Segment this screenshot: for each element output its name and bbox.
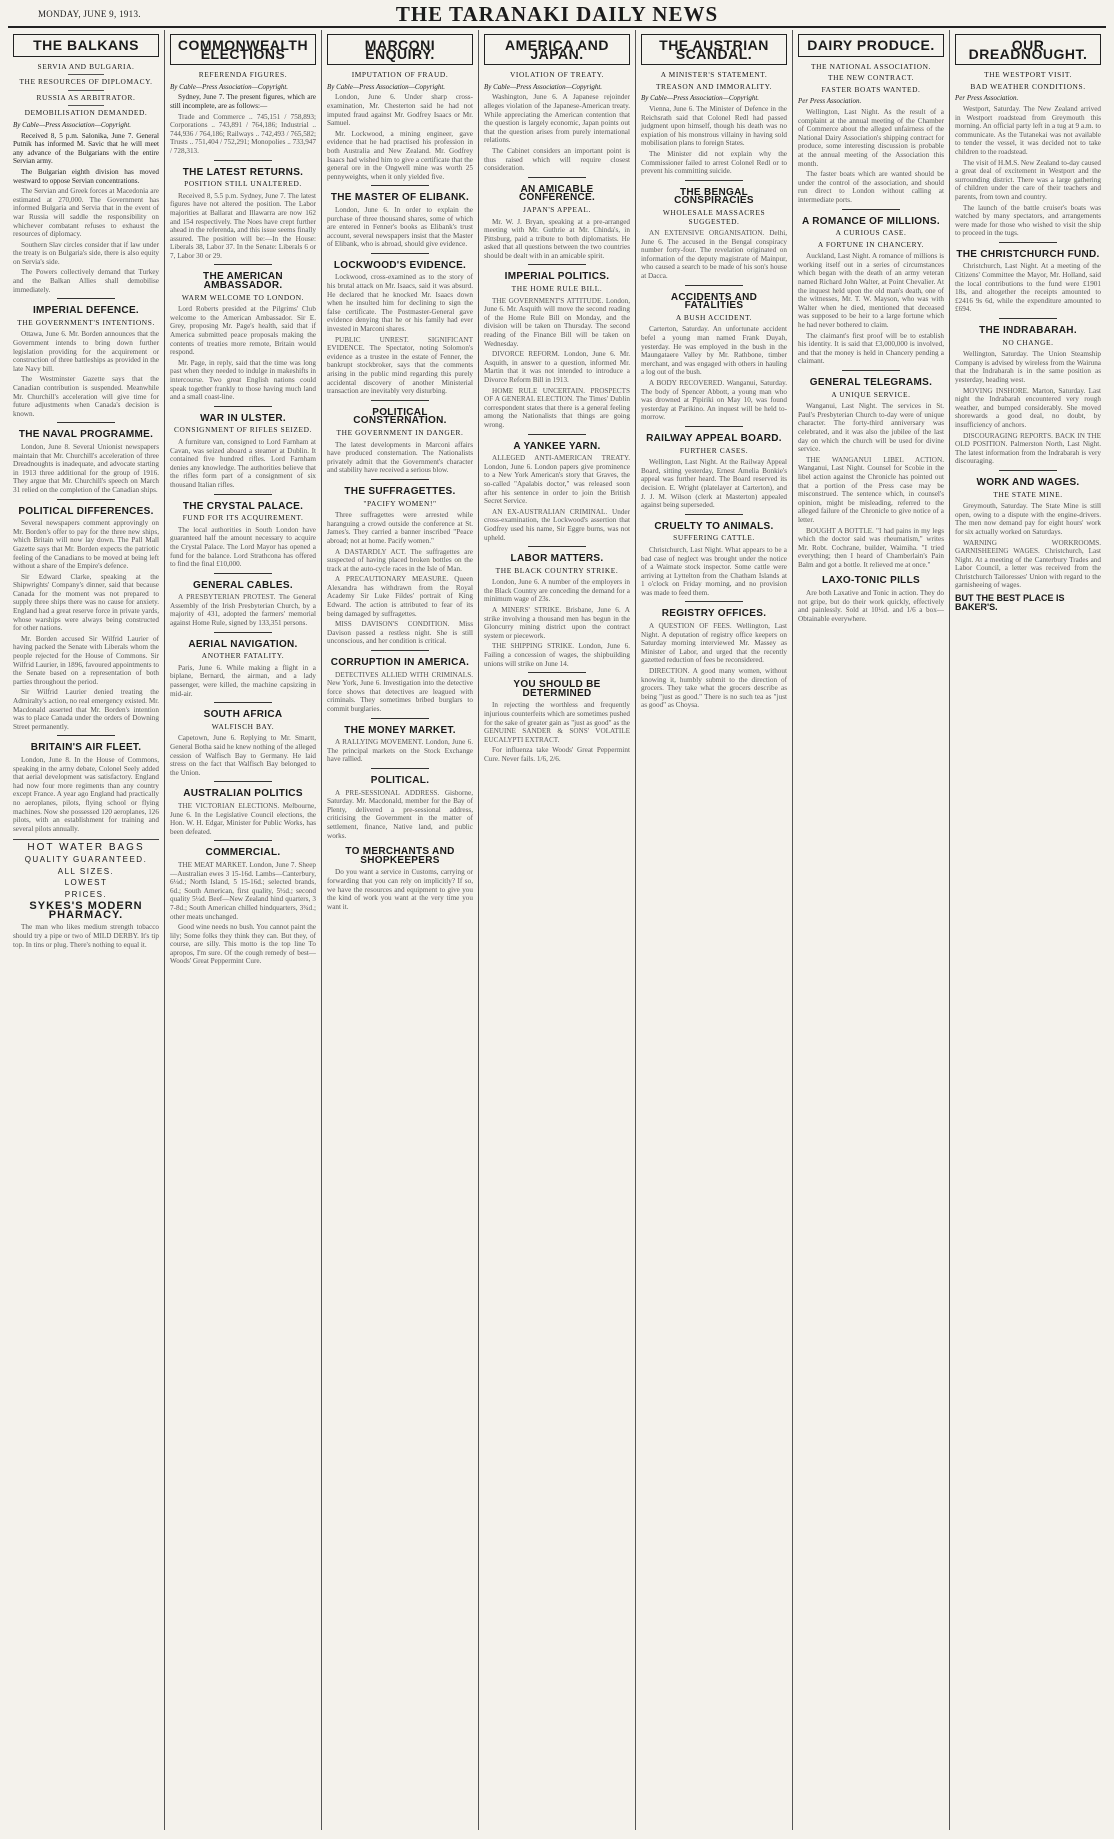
subhead: A BUSH ACCIDENT. — [675, 312, 753, 322]
section-heading: REGISTRY OFFICES. — [661, 608, 767, 620]
section-heading: A YANKEE YARN. — [513, 440, 601, 452]
section-heading: AUSTRALIAN POLITICS — [183, 788, 303, 800]
column-5: THE AUSTRIAN SCANDAL. A MINISTER'S STATEMENT. TREASON AND IMMORALITY. By Cable—Press Association—Copyright. Vienna, June 6. The Minister of Defence in the Reichsrath said that Colonel Redl had passed judgment upon himself, though his death was no expiation of his monstrous villainy in having sold mobilisation plans to foreign States. The Minister did not explain why the Commissioner failed to arrest Colonel Redl or to prevent his committing suicide. THE BENGAL CONSPIRACIES WHOLESALE MASSACRES SUGGESTED. AN EXTENSIVE ORGANISATION. Delhi, June 6. The accused in the Bengal conspiracy number forty-four. The revelation originated on information of the deputy magistrate of Mainpur, who caused a search to be made of his son's house at Dacca. ACCIDENTS AND FATALITIES A BUSH ACCIDENT. Carterton, Saturday. An unfortunate accident befel a young man named Frank Duyah, yesterday. He was employed in the bush in the Maungataere Valley by Mr. Rathbone, timber merchant, and was engaged with others in hauling a log out of the bush. A BODY RECOVERED. Wanganui, Saturday. The body of Spencer Abbott, a young man who was drowned at Pipiriki on May 10, was found yesterday at Parikino. An inquest will be held to-morrow. RAILWAY APPEAL BOARD. FURTHER CASES. Wellington, Last Night. At the Railway Appeal Board, sitting yesterday, Ernest Amelia Bonkie's appeal was further heard. The Board reserved its decision. E. Wright (platelayer at Carterton), and J. J. M. Wilson (clerk at Masterton) appealed against being superseded. CRUELTY TO ANIMALS. SUFFERING CATTLE. Christchurch, Last Night. What appears to be a bad case of neglect was brought under the notice of a Waimate stock inspector. Some cattle were arriving at Lyttelton from the Chatham Islands at 1 o'clock on Friday morning, and no provision was made to feed them. REGISTRY OFFICES. A QUESTION OF FEES. Wellington, Last Night. A deputation of registry office keepers on Saturday morning interviewed Mr. Massey as Minister of Labor, and urged that the recently gazetted reduction of fees be reconsidered. DIRECTION. A good many women, without knowing it, humbly submit to the direction of grocers. They take what the grocers describe as being "just as good." There is no such tea as "just as good" as Choysa. — [636, 30, 793, 1830]
subhead: TREASON AND IMMORALITY. — [655, 81, 773, 91]
section-heading: IMPERIAL POLITICS. — [504, 271, 610, 283]
subhead: REFERENDA FIGURES. — [198, 70, 288, 80]
column-2: COMMONWEALTH ELECTIONS REFERENDA FIGURES. By Cable—Press Association—Copyright. Sydney, June 7. The present figures, which are still incomplete, are as follows:— Trade and Commerce .. 745,151 / 758,893; Corporations .. 743,891 / 764,186; Industrial .. 744,936 / 764,186; Railways .. 742,493 / 765,582; Trusts .. 751,404 / 752,291; Monopolies .. 733,947 / 728,313. THE LATEST RETURNS. POSITION STILL UNALTERED. Received 8, 5.5 p.m. Sydney, June 7. The latest figures have not altered the position. The Labor majorities at Ballarat and Illawarra are now 162 and 154 respectively. The Noes have crept further ahead in the referenda, and this issue seems finally assured. The position will be:—In the House: Liberals 38, Labor 37. In the Senate: Liberals 6 or 7, Labor 30 or 29. THE AMERICAN AMBASSADOR. WARM WELCOME TO LONDON. Lord Roberts presided at the Pilgrims' Club welcome to the American Ambassador. Sir E. Grey, proposing Mr. Page's health, said that if America submitted peace proposals making the contents of treaties more remote, Britain would respond. Mr. Page, in reply, said that the time was long past when they needed to indulge in makeshifts in intercourse. Two great English nations could speak together frankly to those having much land and a small coast-line. WAR IN ULSTER. CONSIGNMENT OF RIFLES SEIZED. A furniture van, consigned to Lord Farnham at Cavan, was seized aboard a steamer at Dublin. It contained five hundred rifles. Lord Farnham denies any knowledge. The authorities believe that the rifles form part of a consignment of six thousand Italian rifles. THE CRYSTAL PALACE. FUND FOR ITS ACQUIREMENT. The local authorities in South London have guaranteed half the amount necessary to acquire the Crystal Palace. The Lord Mayor has opened a fund for the balance. Lord Strathcona has offered to find the final £10,000. GENERAL CABLES. A PRESBYTERIAN PROTEST. The General Assembly of the Irish Presbyterian Church, by a majority of 431, adopted the farmers' memorial against Home Rule, signed by 133,351 persons. AERIAL NAVIGATION. ANOTHER FATALITY. Paris, June 6. While making a flight in a biplane, Bernard, the airman, and a lady passenger, were killed, the machine capsizing in mid-air. SOUTH AFRICA WALFISCH BAY. Capetown, June 6. Replying to Mr. Smartt, General Botha said he knew nothing of the alleged cession of Walfisch Bay to Germany. He laid stress on the fact that Walfisch Bay belonged to the Union. AUSTRALIAN POLITICS THE VICTORIAN ELECTIONS. Melbourne, June 6. In the Legislative Council elections, the Hon. W. H. Edgar, Minister for Public Works, has been defeated. COMMERCIAL. THE MEAT MARKET. London, June 7. Sheep—Australian ewes 3 15-16d. Lambs—Canterbury, 6¼d.; North Island, 5 15-16d.; selected brands, 6d.; South American, first quality, 5½d.; second quality 5¼d. Beef—New Zealand hind quarters, 3 7-8d.; South American chilled hindquarters, 3¾d.; other meats unchanged. Good wine needs no bush. You cannot paint the lily; Some folks they think they can. But they, of course, are silly. This motto is the top line To apropos, I'm sure. Of the cough remedy of best— Woods' Great Peppermint Cure. — [165, 30, 322, 1830]
section-heading: RAILWAY APPEAL BOARD. — [646, 432, 782, 444]
section-heading: LABOR MATTERS. — [510, 553, 604, 565]
issue-date: MONDAY, JUNE 9, 1913. — [38, 9, 141, 19]
subhead: SERVIA AND BULGARIA. — [37, 61, 135, 71]
ad-line: HOT WATER BAGS — [27, 842, 145, 854]
section-heading: THE MONEY MARKET. — [344, 724, 456, 736]
section-heading: THE MASTER OF ELIBANK. — [330, 192, 470, 204]
subhead: A MINISTER'S STATEMENT. — [660, 70, 768, 80]
subhead: POSITION STILL UNALTERED. — [184, 179, 302, 189]
column-4: AMERICA AND JAPAN. VIOLATION OF TREATY. By Cable—Press Association—Copyright. Washington, June 6. A Japanese rejoinder alleges violation of the Japanese-American treaty. While appreciating the American contention that the question is largely economic, Japan points out that the question arises from purely international relations. The Cabinet considers an important point is thus raised which will require closest consideration. AN AMICABLE CONFERENCE. JAPAN'S APPEAL. Mr. W. J. Bryan, speaking at a pre-arranged meeting with Mr. Guthrie at Mr. Chinda's, in Pittsburg, paid a tribute to both diplomatists. He asked that all questions between the two countries should be dealt with in an amicable spirit. IMPERIAL POLITICS. THE HOME RULE BILL. THE GOVERNMENT'S ATTITUDE. London, June 6. Mr. Asquith will move the second reading of the Home Rule Bill on Monday, and the division will be taken on Thursday. The second reading of the Finance Bill will be taken on Wednesday. DIVORCE REFORM. London, June 6. Mr. Asquith, in answer to a question, informed Mr. Martin that it was not intended to introduce a Divorce Reform Bill in 1913. HOME RULE UNCERTAIN. PROSPECTS OF A GENERAL ELECTION. The Times' Dublin correspondent states that there is a general feeling among the Nationalists that things are going wrong. A YANKEE YARN. ALLEGED ANTI-AMERICAN TREATY. London, June 6. London papers give prominence to a New York American's story that Graves, the so-called "Apalabis doctor," was released soon after his sentence in order to join the British Secret Service. AN EX-AUSTRALIAN CRIMINAL. Under cross-examination, the Lockwood's assertion that Godfrey used his name, Sir Eggre burns, was not upheld. LABOR MATTERS. THE BLACK COUNTRY STRIKE. London, June 6. A number of the employers in the Black Country are conceding the demand for a minimum wage of 23s. A MINERS' STRIKE. Brisbane, June 6. A strike involving a thousand men has begun in the Gloncurry mining district upon the contract system or piecework. THE SHIPPING STRIKE. London, June 6. Failing a concession of wages, the shipbuilding unions will strike on June 14. YOU SHOULD BE DETERMINED In rejecting the worthless and frequently injurious counterfeits which are sometimes pushed for the sake of greater gain as "just as good" as the GENUINE SANDER & SONS' VOLATILE EUCALYPTI EXTRACT. For influenza take Woods' Great Peppermint Cure. Never fails. 1/6, 2/6. — [479, 30, 636, 1830]
subhead: THE GOVERNMENT'S INTENTIONS. — [17, 317, 155, 327]
subhead: THE BLACK COUNTRY STRIKE. — [495, 565, 619, 575]
subhead: THE NATIONAL ASSOCIATION. — [810, 61, 932, 71]
subhead: FASTER BOATS WANTED. — [821, 84, 921, 94]
headline-dairy-produce: DAIRY PRODUCE. — [798, 34, 944, 57]
section-heading: THE CHRISTCHURCH FUND. — [956, 248, 1100, 260]
section-heading: AN AMICABLE CONFERENCE. — [518, 183, 596, 204]
subhead: DEMOBILISATION DEMANDED. — [24, 108, 148, 118]
subhead: A UNIQUE SERVICE. — [831, 389, 911, 399]
subhead: A FORTUNE IN CHANCERY. — [817, 239, 925, 249]
headline-dreadnought: OUR DREADNOUGHT. — [955, 34, 1101, 65]
column-1: THE BALKANS SERVIA AND BULGARIA. THE RESOURCES OF DIPLOMACY. RUSSIA AS ARBITRATOR. DEMOBILISATION DEMANDED. By Cable—Press Association—Copyright. Received 8, 5 p.m. Salonika, June 7. General Putnik has informed M. Savic that he will meet any advance of the Bulgarians with the entire Servian army. The Bulgarian eighth division has moved westward to oppose Servian concentrations. The Servian and Greek forces at Macedonia are estimated at 270,000. The Government has informed Bulgaria and Servia that in the event of war Russia will saddle the responsibility on whichever combatant refuses to exhaust the resources of diplomacy. Southern Slav circles consider that if law under the treaty is on Bulgaria's side, there is also equity on Servia's side. The Powers collectively demand that Turkey and the Balkan Allies shall demobilise immediately. IMPERIAL DEFENCE. THE GOVERNMENT'S INTENTIONS. Ottawa, June 6. Mr. Borden announces that the Government intends to bring down further legislation providing for the acquirement or construction of three battleships as provided in the late Navy bill. The Westminster Gazette says that the Canadian contribution is suspended. Meanwhile Mr. Churchill's acceleration will give time for future adjustments when Canada's decision is known. THE NAVAL PROGRAMME. London, June 8. Several Unionist newspapers maintain that Mr. Churchill's acceleration of three Dreadnoughts is inadequate, and advocate starting in 1913 three additional for the group of 1916. They argue that Mr. Churchill's speech on March 31 relied on the completion of the Canadian ships. POLITICAL DIFFERENCES. Several newspapers comment approvingly on Mr. Borden's offer to pay for the three new ships, which Britain will now lay down. The Pall Mall Gazette says that Mr. Borden expects the patriotic feeling of the Canadians to be moved at being left without a share of the Empire's defence. Sir Edward Clarke, speaking at the Shipwrights' Company's dinner, said that because Canada for the moment was not prepared to supply three ships there was no cause for anxiety. England had a great reserve force in private yards, whose warships were always being constructed for other nations. Mr. Borden accused Sir Wilfrid Laurier of having packed the Senate with Liberals whom the people rejected for the House of Commons. Sir Wilfrid Laurier, in 1896, favoured appointments to the Senate based on a representation of both parties throughout the period. Sir Wilfrid Laurier denied treating the Admiralty's action, no real emergency existed. Mr. Macdonald asserted that Mr. Borden's intention was to place Canada under the orders of Downing Street permanently. BRITAIN'S AIR FLEET. London, June 8. In the House of Commons, speaking in the army debate, Colonel Seely added that aerial development was satisfactory. England had now four more regiments than any country except France. A year ago England had practically no aeroplanes, pilots, flying school or flying machines. Now she possessed 120 aeroplanes, 126 pilots, with an establishment for training and several pilots annually. HOT WATER BAGS QUALITY GUARANTEED. ALL SIZES. LOWEST PRICES. SYKES'S MODERN PHARMACY. The man who likes medium strength tobacco should try a pipe or two of MILD DERBY. It's tip top. In tins or plug. There's nothing to equal it. — [8, 30, 165, 1830]
subhead: THE HOME RULE BILL. — [511, 284, 603, 294]
subhead: FURTHER CASES. — [679, 445, 749, 455]
subhead: CONSIGNMENT OF RIFLES SEIZED. — [174, 425, 312, 435]
ad-line: QUALITY GUARANTEED. — [24, 854, 148, 864]
ad-line: LOWEST — [64, 878, 108, 888]
subhead: A CURIOUS CASE. — [835, 228, 907, 238]
section-heading: A ROMANCE OF MILLIONS. — [802, 215, 940, 227]
section-heading: POLITICAL. — [370, 774, 430, 786]
section-heading: POLITICAL DIFFERENCES. — [18, 505, 154, 517]
subhead: FUND FOR ITS ACQUIREMENT. — [182, 513, 304, 523]
article-paragraph: Sydney, June 7. The present figures, which are still incomplete, are as follows:— — [170, 93, 316, 110]
subhead: "PACIFY WOMEN!" — [363, 498, 437, 508]
ad-line: SYKES'S MODERN PHARMACY. — [29, 900, 143, 921]
column-7: OUR DREADNOUGHT. THE WESTPORT VISIT. BAD WEATHER CONDITIONS. Per Press Association. Westport, Saturday. The New Zealand arrived in Westport roadstead from Greymouth this morning. An official party left in a tug at 9 a.m. to communicate. As the Tutanekai was not available to tender the vessel, it was decided not to take children to the roadstead. The visit of H.M.S. New Zealand to-day caused a great deal of excitement in Westport and the surrounding district. There was a large gathering of children under the care of their teachers and parents, from town and country. The launch of the battle cruiser's boats was watched by many spectators, and arrangements were made for those who wished to visit the ship to proceed in the tugs. THE CHRISTCHURCH FUND. Christchurch, Last Night. At a meeting of the Citizens' Committee the Mayor, Mr. Holland, said the local contributions to the fund were £1901 18s, and altogether the receipts amounted to £2416 9s 6d, while the expenditure amounted to £694. THE INDRABARAH. NO CHANGE. Wellington, Saturday. The Union Steamship Company is advised by wireless from the Wairuna that the Indrabarah is in the same position as yesterday, heading west. MOVING INSHORE. Marton, Saturday. Last night the Indrabarah encountered very rough weather, and bumped considerably. She moved shorewards a good deal, no doubt, by insufficiency of anchors. DISCOURAGING REPORTS. BACK IN THE OLD POSITION. Palmerston North, Last Night. The latest information from the Indrabarah is very discouraging. WORK AND WAGES. THE STATE MINE. Greymouth, Saturday. The State Mine is still open, owing to a dispute with the engine-drivers. The men now demand pay for eight hours' work for six actually worked on Saturdays. WARNING WORKROOMS. GARNISHEEING WAGES. Christchurch, Last Night. At a meeting of the Canterbury Trades and Labor Council, a letter was received from the Christchurch Tailoresses' Union with regard to the garnisheeing of wages. BUT THE BEST PLACE IS BAKER'S. — [950, 30, 1106, 1830]
columns — [8, 30, 1106, 1830]
section-heading: THE CRYSTAL PALACE. — [182, 500, 304, 512]
section-heading: AERIAL NAVIGATION. — [188, 638, 298, 650]
headline-balkans: THE BALKANS — [13, 34, 159, 57]
ad-line: ALL SIZES. — [57, 866, 115, 876]
subhead: THE GOVERNMENT IN DANGER. — [336, 427, 464, 437]
subhead: NO CHANGE. — [1002, 337, 1054, 347]
subhead: ANOTHER FATALITY. — [201, 651, 285, 661]
ad-line: PRICES. — [64, 889, 108, 899]
section-heading: THE NAVAL PROGRAMME. — [18, 429, 154, 441]
headline-marconi: MARCONI ENQUIRY. — [327, 34, 473, 65]
section-heading: THE BENGAL CONSPIRACIES — [674, 186, 754, 207]
section-heading: CORRUPTION IN AMERICA. — [330, 657, 470, 669]
section-heading: LAXO-TONIC PILLS — [822, 575, 920, 587]
advertisement — [13, 844, 159, 919]
subhead: WARM WELCOME TO LONDON. — [181, 292, 305, 302]
column-6: DAIRY PRODUCE. THE NATIONAL ASSOCIATION. THE NEW CONTRACT. FASTER BOATS WANTED. Per Press Association. Wellington, Last Night. As the result of a complaint at the annual meeting of the Chamber of Commerce about the alleged unfairness of the National Dairy Association's shipping contract for produce, some interesting discussion is probable at the annual meeting of the Association this month. The faster boats which are wanted should be under the control of the association, and should run direct to London without calling at intermediate ports. A ROMANCE OF MILLIONS. A CURIOUS CASE. A FORTUNE IN CHANCERY. Auckland, Last Night. A romance of millions is working itself out in a series of circumstances which began with the death of an army veteran named Richard John Walter, at Point Chevalier. At the inquest held upon the old man's death, one of the witnesses, Mr. T. W. Mayson, who was with Walter when he died, mentioned that deceased was supposed to be heir to a large fortune which he had never bothered to claim. The claimant's first proof will be to establish his identity. It is said that £3,000,000 is involved, and that the money is held in Chancery pending a claimant. GENERAL TELEGRAMS. A UNIQUE SERVICE. Wanganui, Last Night. The services in St. Paul's Presbyterian Church to-day were of unique character. The forty-third anniversary was celebrated, and it was also the jubilee of the last day on which the church will be used for divine service. THE WANGANUI LIBEL ACTION. Wanganui, Last Night. Counsel for Scobie in the libel action against the Chronicle has pointed out that a portion of the Press case may be misconstrued. The sentence which, in counsel's opinion, might be misleading, referred to the alleged failure of the Chronicle to give notice of a letter. BOUGHT A BOTTLE. "I had pains in my legs which the doctor said was rheumatism," writes Mr. Robt. Cochrane, builder, Waimiha. "I tried everything; then I heard of Chamberlain's Pain Balm and got a bottle. It relieved me at once." LAXO-TONIC PILLS Are both Laxative and Tonic in action. They do not gripe, but do their work quickly, effectively and painlessly. Sold at 10½d. and 1/6 a box—Obtainable everywhere. — [793, 30, 950, 1830]
subhead: VIOLATION OF TREATY. — [509, 70, 605, 80]
advert-baker: BUT THE BEST PLACE IS BAKER'S. — [955, 593, 1065, 612]
section-heading: THE SUFFRAGETTES. — [344, 485, 456, 497]
subhead: IMPUTATION OF FRAUD. — [351, 70, 449, 80]
section-heading: YOU SHOULD BE DETERMINED — [513, 679, 601, 699]
subhead: THE WESTPORT VISIT. — [984, 70, 1072, 80]
section-heading: CRUELTY TO ANIMALS. — [654, 520, 774, 532]
section-heading: IMPERIAL DEFENCE. — [32, 305, 140, 317]
headline-austrian-scandal: THE AUSTRIAN SCANDAL. — [641, 34, 787, 65]
section-heading: TO MERCHANTS AND SHOPKEEPERS — [345, 846, 455, 866]
subhead: THE RESOURCES OF DIPLOMACY. — [19, 77, 153, 87]
subhead: BAD WEATHER CONDITIONS. — [970, 81, 1086, 91]
masthead — [8, 0, 1106, 28]
subhead: WALFISCH BAY. — [211, 721, 275, 731]
byline: By Cable—Press Association—Copyright. — [13, 120, 132, 129]
section-heading: ACCIDENTS AND FATALITIES — [670, 291, 758, 312]
section-heading: WAR IN ULSTER. — [200, 412, 286, 424]
newspaper-title: THE TARANAKI DAILY NEWS — [395, 2, 719, 26]
section-heading: GENERAL TELEGRAMS. — [809, 377, 933, 388]
subhead: THE STATE MINE. — [993, 489, 1063, 499]
section-heading: THE LATEST RETURNS. — [182, 166, 304, 178]
subhead: WHOLESALE MASSACRES SUGGESTED. — [662, 207, 766, 226]
article-paragraph: The Bulgarian eighth division has moved westward to oppose Servian concentrations. — [13, 167, 159, 185]
section-heading: POLITICAL CONSTERNATION. — [353, 406, 447, 427]
subhead: SUFFERING CATTLE. — [673, 533, 755, 543]
headline-commonwealth: COMMONWEALTH ELECTIONS — [170, 34, 316, 65]
section-heading: THE INDRABARAH. — [979, 325, 1077, 337]
article-paragraph: Received 8, 5 p.m. Salonika, June 7. General Putnik has informed M. Savic that he will meet any advance of the Bulgarians with the entire Servian army. — [13, 131, 159, 166]
subhead: JAPAN'S APPEAL. — [523, 204, 591, 214]
subhead: THE NEW CONTRACT. — [827, 73, 915, 83]
section-heading: THE AMERICAN AMBASSADOR. — [203, 271, 283, 292]
section-heading: GENERAL CABLES. — [193, 579, 293, 591]
section-heading: SOUTH AFRICA — [203, 709, 283, 721]
subhead: RUSSIA AS ARBITRATOR. — [36, 92, 136, 102]
headline-america-japan: AMERICA AND JAPAN. — [484, 34, 630, 65]
column-3: MARCONI ENQUIRY. IMPUTATION OF FRAUD. By Cable—Press Association—Copyright. London, June 6. Under sharp cross-examination, Mr. Chesterton said he had not imputed fraud against Mr. Godfrey Isaacs or Mr. Samuel. Mr. Lockwood, a mining engineer, gave evidence that he had practised his profession in both Australia and New Zealand. Mr. Godfrey Isaacs had wished him to give a certificate that the general ore in the Ongwell mine was worth 25 pennyweights, when it only yielded five. THE MASTER OF ELIBANK. London, June 6. In order to explain the purchase of three thousand shares, some of which are entered in Fenner's books as Elibank's trust account, several newspapers insist that the Master of Elibank, who is abroad, should give evidence. LOCKWOOD'S EVIDENCE. Lockwood, cross-examined as to the story of his brutal attack on Mr. Isaacs, said it was absurd. He declared that he knocked Mr. Isaacs down when he insulted him for declining to sign the false certificate. The Postmaster-General gave evidence denying that he or his family had ever invested in Marconi shares. PUBLIC UNREST. SIGNIFICANT EVIDENCE. The Spectator, noting Solomon's evidence as a trustee in the estate of Fenner, the bankrupt stockbroker, says that the comments arising in the public mind regarding this purely accidental discovery of another Ministerial transaction are inevitably very disturbing. POLITICAL CONSTERNATION. THE GOVERNMENT IN DANGER. The latest developments in Marconi affairs have produced consternation. The Nationalists privately admit that the Government's character and stability have received a serious blow. THE SUFFRAGETTES. "PACIFY WOMEN!" Three suffragettes were arrested while haranguing a crowd outside the conference at St. James's. They carried a banner inscribed "Peace abroad; not at home. Pacify women." A DASTARDLY ACT. The suffragettes are suspected of having placed broken bottles on the track at the auto-cycle races in the Isle of Man. A PRECAUTIONARY MEASURE. Queen Alexandra has withdrawn from the Royal Academy Sir Luke Fildes' portrait of King Edward. The action is attributed to fear of its being damaged by suffragettes. MISS DAVISON'S CONDITION. Miss Davison passed a restless night. She is still unconscious, and her condition is critical. CORRUPTION IN AMERICA. DETECTIVES ALLIED WITH CRIMINALS. New York, June 6. Investigation into the detective force shows that detectives are leagued with criminals. They sometimes bribed burglars to commit burglaries. THE MONEY MARKET. A RALLYING MOVEMENT. London, June 6. The principal markets on the Stock Exchange have rallied. POLITICAL. A PRE-SESSIONAL ADDRESS. Gisborne, Saturday. Mr. Macdonald, member for the Bay of Plenty, delivered a pre-sessional address, criticising the Government in the matter of settlement, finance, Native land, and public works. TO MERCHANTS AND SHOPKEEPERS Do you want a service in Customs, carrying or forwarding that you can rely on implicitly? If so, we have the resources and equipment to give you the kind of work you want at the very time you want it. — [322, 30, 479, 1830]
section-heading: WORK AND WAGES. — [976, 476, 1080, 488]
section-heading: BRITAIN'S AIR FLEET. — [30, 742, 142, 754]
section-heading: LOCKWOOD'S EVIDENCE. — [333, 259, 467, 271]
section-heading: COMMERCIAL. — [205, 847, 281, 859]
